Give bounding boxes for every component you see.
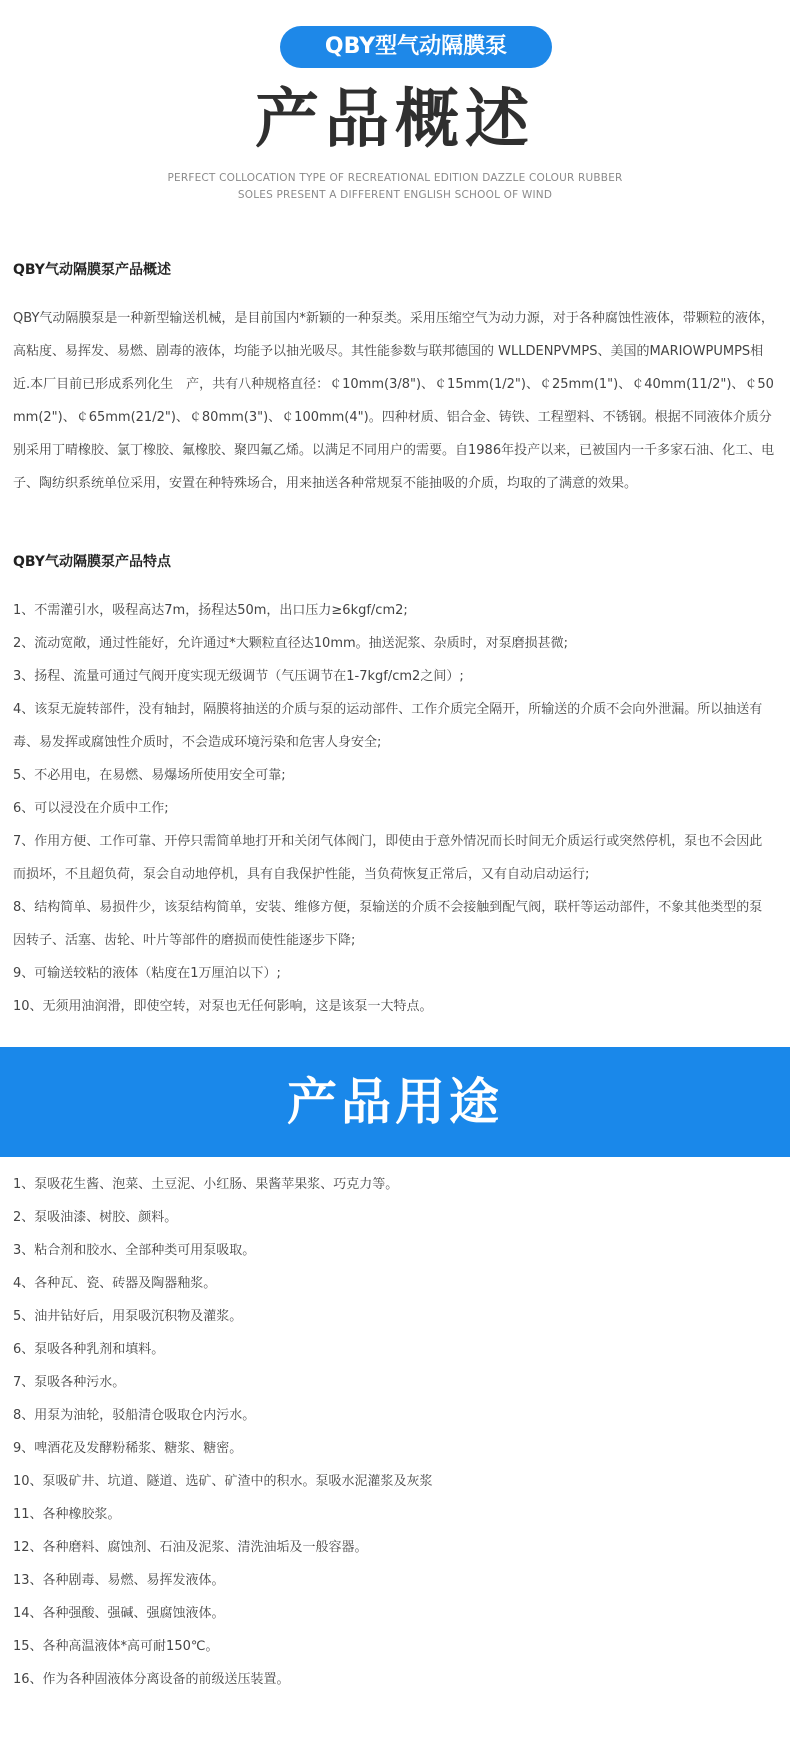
use-item: 1、泵吸花生酱、泡菜、土豆泥、小红肠、果酱苹果浆、巧克力等。 [13, 1177, 399, 1192]
uses-banner: 产品用途 [0, 1047, 790, 1157]
english-subtitle-line-1: PERFECT COLLOCATION TYPE OF RECREATIONAL EDITION DAZZLE COLOUR RUBBER [167, 172, 623, 184]
use-item: 9、啤酒花及发酵粉稀浆、糖浆、糖密。 [13, 1441, 243, 1456]
page-title: 产品概述 [255, 83, 535, 157]
feature-item: 8、结构简单、易损件少，该泵结构简单，安装、维修方便，泵输送的介质不会接触到配气阀，联杆等运动部件，不象其他类型的泵因转子、活塞、齿轮、叶片等部件的磨损而使性能逐步下降; [13, 900, 763, 948]
features-heading: QBY气动隔膜泵产品特点 [13, 554, 171, 570]
overview-section [13, 258, 775, 282]
feature-item: 10、无须用油润滑，即使空转，对泵也无任何影响，这是该泵一大特点。 [13, 999, 433, 1014]
use-item: 6、泵吸各种乳剂和填料。 [13, 1342, 165, 1357]
use-item: 16、作为各种固液体分离设备的前级送压装置。 [13, 1672, 290, 1687]
features-section [13, 550, 775, 574]
use-item: 11、各种橡胶浆。 [13, 1507, 121, 1522]
use-item: 15、各种高温液体*高可耐150℃。 [13, 1639, 219, 1654]
use-item: 3、粘合剂和胶水、全部种类可用泵吸取。 [13, 1243, 256, 1258]
feature-item: 2、流动宽敞，通过性能好，允许通过*大颗粒直径达10mm。抽送泥浆、杂质时，对泵磨损甚微; [13, 636, 569, 651]
overview-heading: QBY气动隔膜泵产品概述 [13, 262, 171, 278]
feature-item: 3、扬程、流量可通过气阀开度实现无级调节（气压调节在1-7kgf/cm2之间）; [13, 669, 464, 684]
feature-item: 6、可以浸没在介质中工作; [13, 801, 169, 816]
use-item: 14、各种强酸、强碱、强腐蚀液体。 [13, 1606, 225, 1621]
feature-item: 4、该泵无旋转部件，没有轴封，隔膜将抽送的介质与泵的运动部件、工作介质完全隔开，所输送的介质不会向外泄漏。所以抽送有毒、易发挥或腐蚀性介质时，不会造成环境污染和危害人身安全; [13, 702, 763, 750]
english-subtitle [0, 170, 790, 204]
use-item: 2、泵吸油漆、树胶、颜料。 [13, 1210, 178, 1225]
use-item: 13、各种剧毒、易燃、易挥发液体。 [13, 1573, 225, 1588]
overview-paragraph: QBY气动隔膜泵是一种新型输送机械，是目前国内*新颖的一种泵类。采用压缩空气为动力源，对于各种腐蚀性液体，带颗粒的液体，高粘度、易挥发、易燃、剧毒的液体，均能予以抽光吸尽。其性能参数与联邦德国的 WLLDENPVMPS、美国的MARIOWPUMPS相近.本厂目前已形成系列化生 产，共有八种规格直径：￠10mm(3/8")、￠15mm(1/2")、￠25mm(1")、￠40mm(11/2")、￠50mm(2")、￠65mm(21/2")、￠80mm(3")、￠100mm(4")。四种材质、铝合金、铸铁、工程塑料、不锈钢。根据不同液体介质分别采用丁晴橡胶、氯丁橡胶、氟橡胶、聚四氟乙烯。以满足不同用户的需要。自1986年投产以来，已被国内一千多家石油、化工、电子、陶纺织系统单位采用，安置在种特殊场合，用来抽送各种常规泵不能抽吸的介质，均取的了满意的效果。 [13, 311, 775, 491]
feature-item: 9、可输送较粘的液体（粘度在1万厘泊以下）; [13, 966, 281, 981]
overview-body [13, 302, 775, 500]
use-item: 8、用泵为油轮，驳船清仓吸取仓内污水。 [13, 1408, 256, 1423]
features-list [13, 594, 775, 1023]
uses-list [13, 1168, 775, 1696]
feature-item: 7、作用方便、工作可靠、开停只需简单地打开和关闭气体阀门，即使由于意外情况而长时间无介质运行或突然停机，泵也不会因此而损坏，不且超负荷，泵会自动地停机，具有自我保护性能，当负荷恢复正常后，又有自动启动运行; [13, 834, 763, 882]
feature-item: 1、不需灌引水，吸程高达7m，扬程达50m，出口压力≥6kgf/cm2; [13, 603, 408, 618]
english-subtitle-line-2: SOLES PRESENT A DIFFERENT ENGLISH SCHOOL OF WIND [237, 189, 553, 201]
product-name-badge: QBY型气动隔膜泵 [280, 26, 552, 68]
use-item: 5、油井钻好后，用泵吸沉积物及灌浆。 [13, 1309, 243, 1324]
use-item: 4、各种瓦、瓷、砖器及陶器釉浆。 [13, 1276, 217, 1291]
feature-item: 5、不必用电，在易燃、易爆场所使用安全可靠; [13, 768, 286, 783]
use-item: 7、泵吸各种污水。 [13, 1375, 126, 1390]
use-item: 10、泵吸矿井、坑道、隧道、选矿、矿渣中的积水。泵吸水泥灌浆及灰浆 [13, 1474, 433, 1489]
use-item: 12、各种磨料、腐蚀剂、石油及泥浆、清洗油垢及一般容器。 [13, 1540, 368, 1555]
